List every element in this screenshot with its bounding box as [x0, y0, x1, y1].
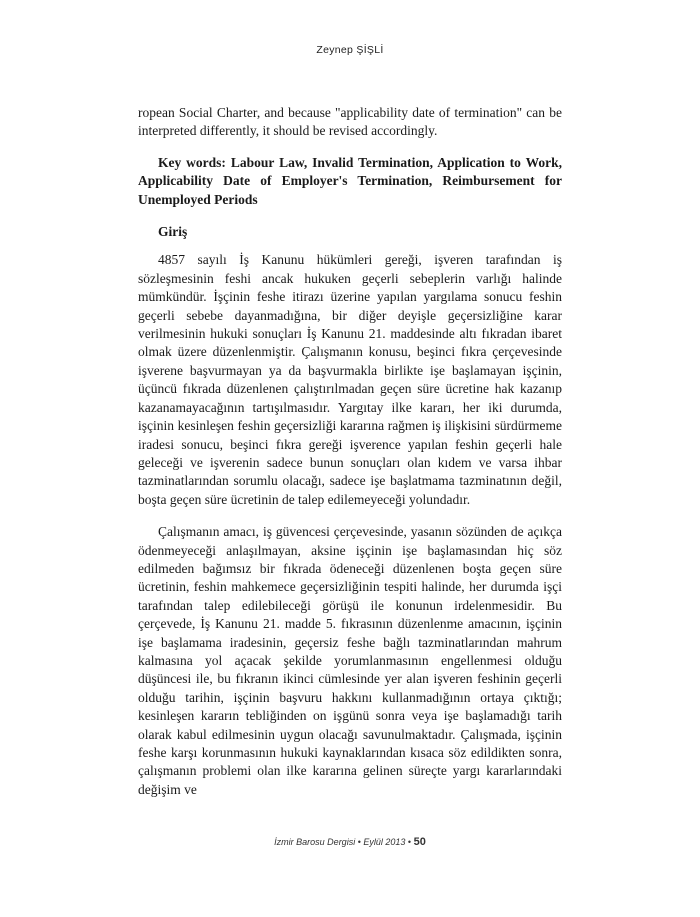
page-body [138, 104, 562, 813]
keywords-paragraph: Key words: Labour Law, Invalid Termination, Application to Work, Applicability Date of Employer's Termination, Reimbursement for Unemployed Periods [138, 154, 562, 207]
section-heading: Giriş [158, 224, 188, 240]
body-paragraph-2: Çalışmanın amacı, iş güvencesi çerçevesinde, yasanın sözünden de açıkça ödenmeyeceği anlaşılmayan, aksine işçinin işe başlamasından hiç söz edilmeden bağımsız bir fıkrada ödeneceği düzenlenen boşta geçen süre ücretinin, feshin mahkemece geçersizliğinin tespiti halinde, her durumda işçi tarafından talep edilebileceği görüşü ile konunun irdelenmesidir. Bu çerçevede, İş Kanunu 21. madde 5. fıkrasının düzenlenme amacının, işçinin işe başlamama iradesinin, geçersiz feshe bağlı tazminatlarından mahrum kalmasına yol açacak şekilde yorumlanmasının engellenmesi olduğu düşüncesi ile, bu fıkranın ikinci cümlesinde yer alan işveren feshinin geçerli olduğu tarihin, işçinin başvuru hakkını kullanmadığının ortaya çıktığı; kesinleşen kararın tebliğinden on işgünü sonra veya işe başlamadığı tarih olarak kabul edilmesinin uygun olacağı savunulmaktadır. Çalışmada, işçinin feshe karşı korunmasının hukuki kaynaklarından kısaca söz edildikten sonra, çalışmanın problemi olan ilke kararına gelinen süreçte yargı kararlarındaki değişim ve [138, 524, 562, 797]
abstract-continuation: ropean Social Charter, and because "applicability date of termination" can be interpreted differently, it should be revised accordingly. [138, 105, 562, 139]
running-head-author: Zeynep ŞİŞLİ [316, 44, 384, 56]
page-footer [0, 836, 700, 848]
body-paragraph-1: 4857 sayılı İş Kanunu hükümleri gereği, işveren tarafından iş sözleşmesinin feshi ancak hukuken geçerli sebeplerin varlığı halinde mümkündür. İşçinin feshe itirazı üzerine yapılan yargılama sonucu feshin geçerli sebebe dayanmadığına, bir diğer deyişle geçersizliğine karar verilmesinin hukuki sonuçları İş Kanunu 21. maddesinde altı fıkradan ibaret olmak üzere düzenlenmiştir. Çalışmanın konusu, beşinci fıkra çerçevesinde işverene başvurmayan ya da başvurmakla birlikte işe başlamayan işçinin, üçüncü fıkrada düzenlenen çalıştırılmadan geçen süre ücretine hak kazanıp kazanamayacağının tartışılmasıdır. Yargıtay ilke kararı, her iki durumda, işçinin kesinleşen feshin geçersizliği kararına rağmen iş ilişkisini sürdürmeme iradesi sonucu, beşinci fıkra gereği işverence yapılan feshin geçerli hale geleceği ve işverenin sadece bunun sonuçları olan kıdem ve varsa ihbar tazminatlarından sorumlu olacağı, sadece işe başlatmama tazminatının değil, boşta geçen süre ücretinin de talep edilemeyeceği yolundadır. [138, 252, 562, 507]
footer-separator-dot: • [407, 837, 414, 847]
footer-page-number: 50 [413, 836, 426, 848]
footer-journal-name: İzmir Barosu Dergisi [274, 837, 356, 847]
footer-separator-dot: • [357, 837, 364, 847]
footer-issue-date: Eylül 2013 [363, 837, 406, 847]
